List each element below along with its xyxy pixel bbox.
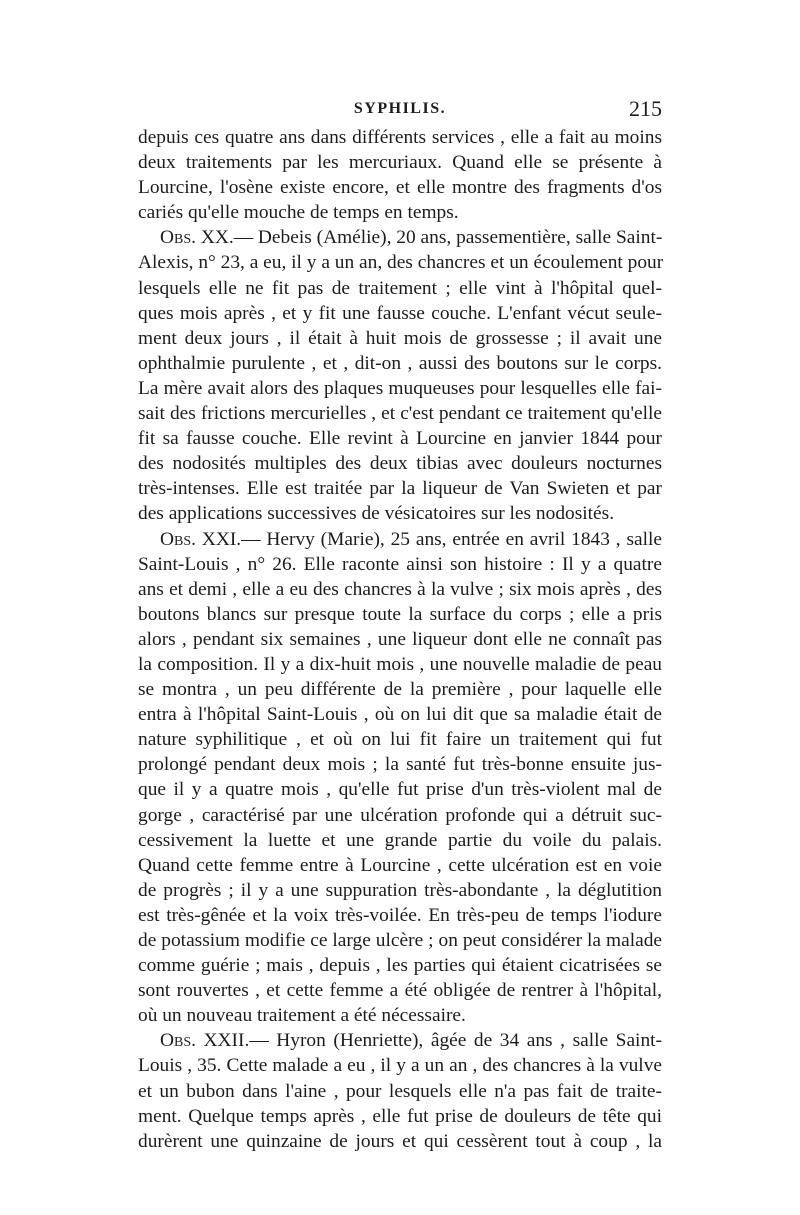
text-line: nature syphilitique , et où on lui fit faire un traitement qui fut xyxy=(138,729,662,751)
text-line: alors , pendant six semaines , une liqueur dont elle ne connaît pas xyxy=(138,628,662,650)
body-text xyxy=(138,125,662,1154)
text-line: cariés qu'elle mouche de temps en temps. xyxy=(138,202,459,224)
text-line: cessivement la luette et une grande partie du voile du palais. xyxy=(138,829,662,851)
page-number: 215 xyxy=(629,96,662,121)
text-line: de progrès ; il y a une suppuration très-abondante , la déglutition xyxy=(138,879,662,901)
observation-label: Obs. XXII. xyxy=(160,1030,250,1052)
text-line: est très-gênée et la voix très-voilée. En très-peu de temps l'iodure xyxy=(138,904,662,926)
observation-first-line xyxy=(138,527,662,552)
text-line: durèrent une quinzaine de jours et qui cessèrent tout à coup , la xyxy=(138,1130,662,1152)
text-line: la composition. Il y a dix-huit mois , une nouvelle maladie de peau xyxy=(138,653,662,675)
text-line: Louis , 35. Cette malade a eu , il y a un an , des chancres à la vulve xyxy=(138,1055,662,1077)
observation-label: Obs. XXI. xyxy=(160,528,242,550)
running-title: SYPHILIS. xyxy=(353,100,447,117)
text-line: des applications successives de vésicatoires sur les nodosités. xyxy=(138,503,615,525)
text-line: deux traitements par les mercuriaux. Quand elle se présente à xyxy=(138,152,662,174)
observation-first-line xyxy=(138,225,662,250)
text-line: Quand cette femme entre à Lourcine , cette ulcération est en voie xyxy=(138,854,662,876)
observation-label: Obs. XX. xyxy=(160,227,234,249)
text-line: — Debeis (Amélie), 20 ans, passementière, salle Saint- xyxy=(233,227,663,249)
text-line: sont rouvertes , et cette femme a été obligée de rentrer à l'hôpital, xyxy=(138,980,662,1002)
text-line: des nodosités multiples des deux tibias avec douleurs nocturnes xyxy=(138,453,662,475)
text-line: Saint-Louis , n° 26. Elle raconte ainsi son histoire : Il y a quatre xyxy=(138,553,662,575)
text-line: ment deux jours , il était à huit mois de grossesse ; il avait une xyxy=(138,327,662,349)
text-line: ques mois après , et y fit une fausse couche. L'enfant vécut seule- xyxy=(138,302,662,324)
text-line: Lourcine, l'osène existe encore, et elle montre des fragments d'os xyxy=(138,177,662,199)
text-line: Alexis, n° 23, a eu, il y a un an, des chancres et un écoulement pour xyxy=(138,252,664,274)
text-line: et un bubon dans l'aine , pour lesquels elle n'a pas fait de traite- xyxy=(138,1080,662,1102)
text-line: où un nouveau traitement a été nécessaire. xyxy=(138,1005,466,1027)
text-line: entra à l'hôpital Saint-Louis , où on lui dit que sa maladie était de xyxy=(138,704,662,726)
text-line: La mère avait alors des plaques muqueuses pour lesquelles elle fai- xyxy=(138,377,662,399)
text-line: ans et demi , elle a eu des chancres à la vulve ; six mois après , des xyxy=(138,578,662,600)
text-line: lesquels elle ne fit pas de traitement ; elle vint à l'hôpital quel- xyxy=(138,277,662,299)
text-line: de potassium modifie ce large ulcère ; on peut considérer la malade xyxy=(138,930,662,951)
observation-first-line xyxy=(138,1028,662,1053)
text-line: très-intenses. Elle est traitée par la liqueur de Van Swieten et par xyxy=(138,478,662,500)
text-line: fit sa fausse couche. Elle revint à Lourcine en janvier 1844 pour xyxy=(138,428,662,450)
text-line: se montra , un peu différente de la première , pour laquelle elle xyxy=(138,679,662,701)
text-line: — Hyron (Henriette), âgée de 34 ans , salle Saint- xyxy=(249,1030,662,1052)
text-line: sait des frictions mercurielles , et c'est pendant ce traitement qu'elle xyxy=(138,403,662,425)
text-line: ophthalmie purulente , et , dit-on , aussi des boutons sur le corps. xyxy=(138,352,662,374)
text-line: gorge , caractérisé par une ulcération profonde qui a détruit suc- xyxy=(138,804,662,826)
text-line: — Hervy (Marie), 25 ans, entrée en avril 1843 , salle xyxy=(241,528,662,550)
text-line: ment. Quelque temps après , elle fut prise de douleurs de tête qui xyxy=(138,1105,662,1127)
text-line: prolongé pendant deux mois ; la santé fut très-bonne ensuite jus- xyxy=(138,754,662,776)
text-line: depuis ces quatre ans dans différents services , elle a fait au moins xyxy=(138,127,662,148)
running-head xyxy=(138,96,662,126)
text-line: que il y a quatre mois , qu'elle fut prise d'un très-violent mal de xyxy=(138,779,662,801)
text-line: boutons blancs sur presque toute la surface du corps ; elle a pris xyxy=(138,603,662,625)
text-line: comme guérie ; mais , depuis , les parties qui étaient cicatrisées se xyxy=(138,955,662,977)
